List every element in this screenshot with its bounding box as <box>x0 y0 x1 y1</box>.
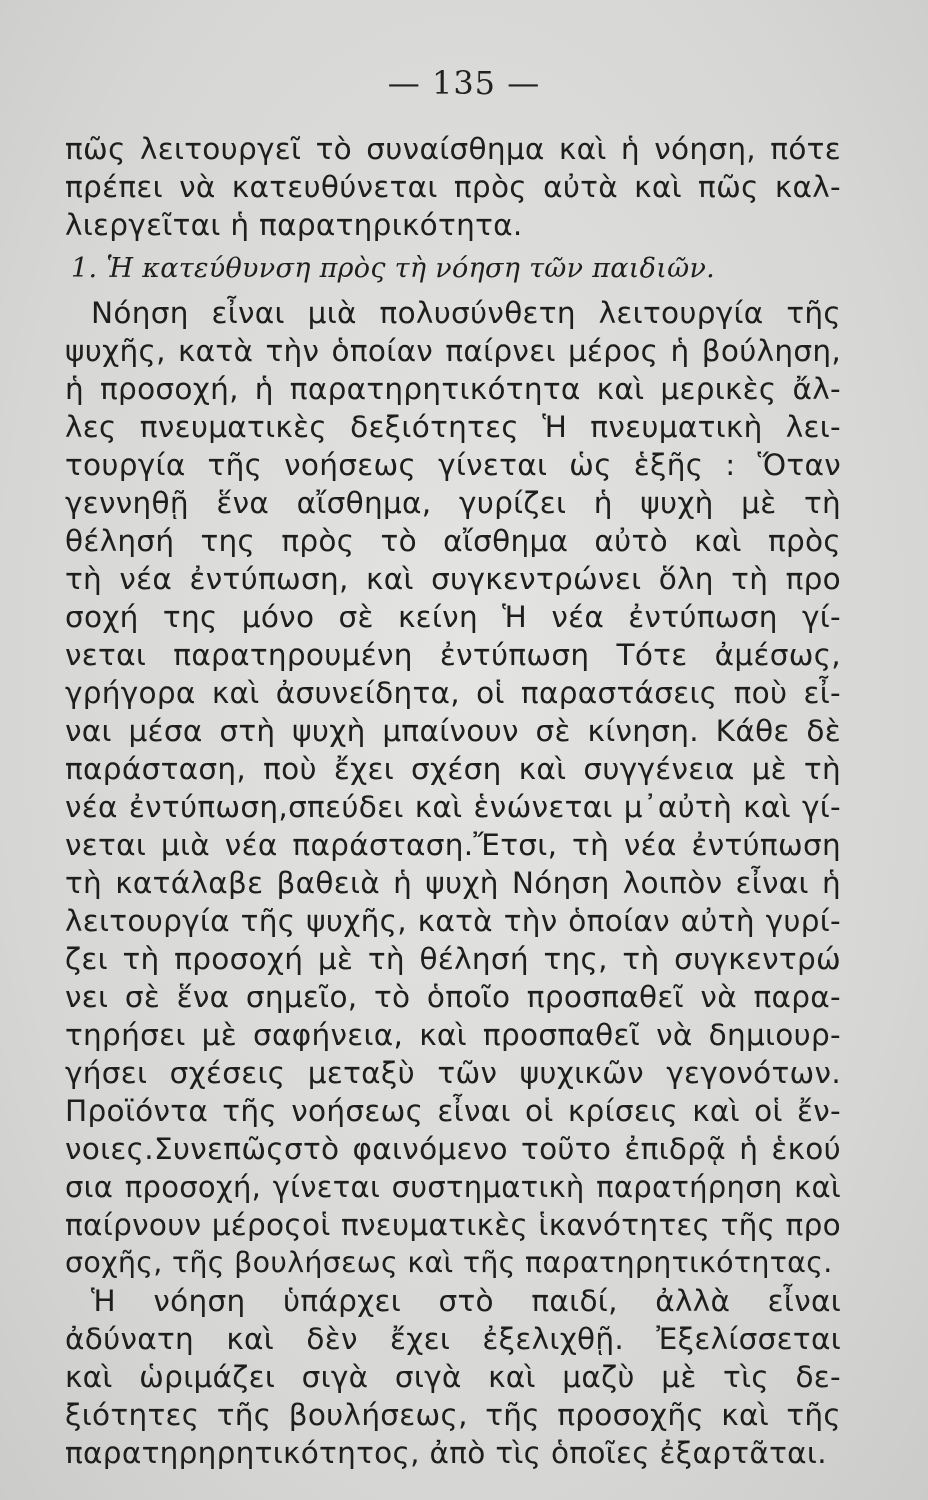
text-line: ναι μέσα στὴ ψυχὴ μπαίνουν σὲ κίνηση. Κάθε δὲ <box>65 714 841 748</box>
text-line: τηρήσει μὲ σαφήνεια, καὶ προσπαθεῖ νὰ δημιουρ- <box>65 1018 841 1052</box>
text-line: τὴ κατάλαβε βαθειὰ ἡ ψυχὴ Νόηση λοιπὸν εἶναι ἡ <box>65 866 841 900</box>
text-line: ἀδύνατη καὶ δὲν ἔχει ἐξελιχθῇ. Ἐξελίσσεται <box>65 1322 841 1356</box>
text-line: Ἡ νόηση ὑπάρχει στὸ παιδί, ἀλλὰ εἶναι <box>91 1284 841 1318</box>
text-line: γεννηθῇ ἕνα αἴσθημα, γυρίζει ἡ ψυχὴ μὲ τὴ <box>65 486 841 520</box>
text-line: νει σὲ ἕνα σημεῖο, τὸ ὁποῖο προσπαθεῖ νὰ παρα- <box>65 980 841 1014</box>
text-line: γρήγορα καὶ ἀσυνείδητα, οἱ παραστάσεις ποὺ εἶ- <box>65 676 841 710</box>
text-line: γήσει σχέσεις μεταξὺ τῶν ψυχικῶν γεγονότων. <box>65 1056 841 1090</box>
text-line: παράσταση, ποὺ ἔχει σχέση καὶ συγγένεια μὲ τὴ <box>65 752 841 786</box>
text-line: θέλησή της πρὸς τὸ αἴσθημα αὐτὸ καὶ πρὸς <box>65 524 841 558</box>
text-line: νέα ἐντύπωση,σπεύδει καὶ ἑνώνεται μ᾿αὐτὴ καὶ γί- <box>65 790 841 824</box>
text-line: σια προσοχή, γίνεται συστηματικὴ παρατήρηση καὶ <box>65 1170 841 1204</box>
text-line: πρέπει νὰ κατευθύνεται πρὸς αὐτὰ καὶ πῶς καλ- <box>65 170 841 204</box>
text-line: νοιες.Συνεπῶςστὸ φαινόμενο τοῦτο ἐπιδρᾷ ἡ ἑκού <box>65 1132 841 1166</box>
page-number: — 135 — <box>387 64 541 102</box>
section-heading: 1. Ἡ κατεύθυνση πρὸς τὴ νόηση τῶν παιδιῶν. <box>71 253 716 284</box>
text-line: τουργία τῆς νοήσεως γίνεται ὡς ἑξῆς : Ὅταν <box>65 448 841 482</box>
text-line: ἡ προσοχή, ἡ παρατηρητικότητα καὶ μερικὲς ἄλ- <box>65 372 841 406</box>
page-text <box>65 130 841 1472</box>
text-line: παρατηρηρητικότητος, ἀπὸ τὶς ὁποῖες ἐξαρτᾶται. <box>65 1436 827 1470</box>
text-line: παίρνουν μέροςοἱ πνευματικὲς ἱκανότητες τῆς προ <box>65 1208 841 1242</box>
text-line: νεται παρατηρουμένη ἐντύπωση Τότε ἀμέσως, <box>65 638 841 672</box>
text-line: ψυχῆς, κατὰ τὴν ὁποίαν παίρνει μέρος ἡ βούληση, <box>65 334 841 368</box>
text-line: τὴ νέα ἐντύπωση, καὶ συγκεντρώνει ὅλη τὴ προ <box>65 562 841 596</box>
text-line: πῶς λειτουργεῖ τὸ συναίσθημα καὶ ἡ νόηση, πότε <box>65 132 841 166</box>
text-line: σοχή της μόνο σὲ κείνη Ἡ νέα ἐντύπωση γί- <box>65 600 841 634</box>
text-line: λες πνευματικὲς δεξιότητες Ἡ πνευματικὴ λει- <box>65 410 841 444</box>
text-line: Νόηση εἶναι μιὰ πολυσύνθετη λειτουργία τῆς <box>91 296 841 330</box>
text-line: λειτουργία τῆς ψυχῆς, κατὰ τὴν ὁποίαν αὐτὴ γυρί- <box>65 904 841 938</box>
text-line: καὶ ὡριμάζει σιγὰ σιγὰ καὶ μαζὺ μὲ τὶς δε- <box>65 1360 841 1394</box>
text-line: νεται μιὰ νέα παράσταση.Ἔτσι, τὴ νέα ἐντύπωση <box>65 828 841 862</box>
text-line: λιεργεῖται ἡ παρατηρικότητα. <box>65 208 523 242</box>
text-line: ξιότητες τῆς βουλήσεως, τῆς προσοχῆς καὶ τῆς <box>65 1398 841 1432</box>
text-line: Προϊόντα τῆς νοήσεως εἶναι οἱ κρίσεις καὶ οἱ ἔν- <box>65 1094 841 1128</box>
text-line: σοχῆς, τῆς βουλήσεως καὶ τῆς παρατηρητικότητας. <box>65 1246 833 1279</box>
text-line: ζει τὴ προσοχή μὲ τὴ θέλησή της, τὴ συγκεντρώ <box>65 942 841 976</box>
